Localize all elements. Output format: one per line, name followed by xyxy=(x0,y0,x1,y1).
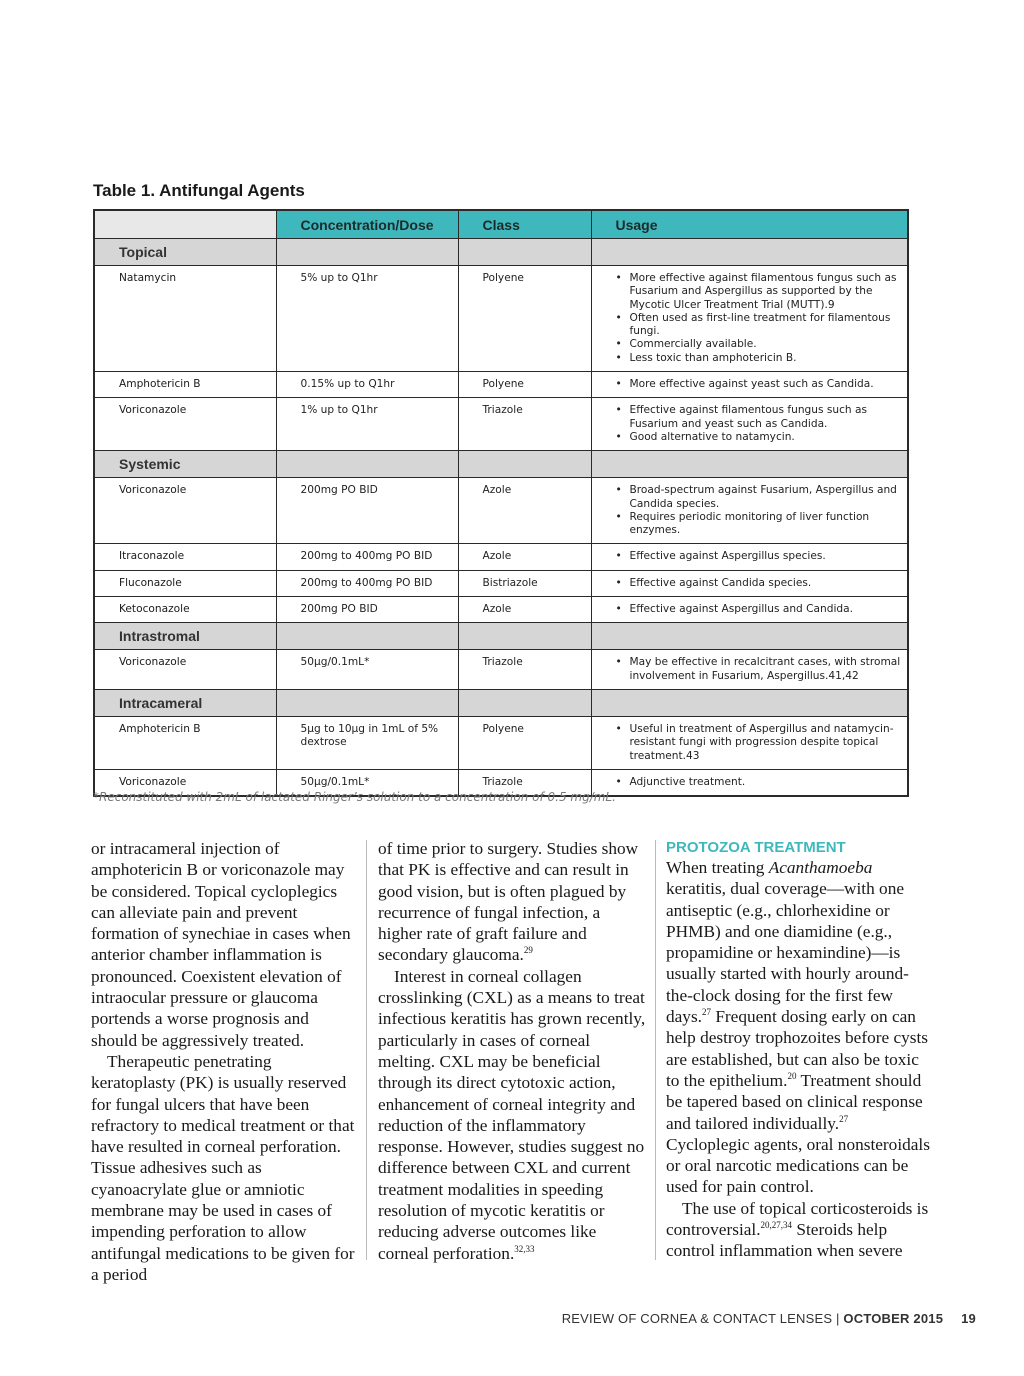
usage xyxy=(591,716,908,769)
usage-item: • Often used as first-line treatment for filamentous fungi. xyxy=(630,312,902,339)
table-title: Table 1. Antifungal Agents xyxy=(93,181,305,200)
section-label: Intracameral xyxy=(94,689,276,716)
drug-class: Azole xyxy=(458,478,591,544)
column-divider xyxy=(655,840,656,1260)
dose: 1% up to Q1hr xyxy=(276,398,458,451)
header-class: Class xyxy=(458,210,591,239)
section-label: Systemic xyxy=(94,451,276,478)
usage-item: • Good alternative to natamycin. xyxy=(630,431,902,444)
table-row xyxy=(94,597,908,623)
usage xyxy=(591,769,908,796)
dose: 200mg to 400mg PO BID xyxy=(276,544,458,570)
drug-class: Azole xyxy=(458,597,591,623)
drug-name: Voriconazole xyxy=(94,398,276,451)
paragraph: When treating Acanthamoeba keratitis, dual coverage—with one antiseptic (e.g., chlorhexidine or PHMB) and one diamidine (e.g., propamidine or hexamindine)—is usually started with hourly around-the-clock dosing for the first few days.$^{27}$ Frequent dosing early on can help destroy trophozoites before cysts are established, but can also be toxic to the epithelium.$^{20}$ Treatment should be tapered based on clinical response and tailored individually.$^{27}$ Cycloplegic agents, oral nonsteroidals or oral narcotic medications can be used for pain control. xyxy=(666,858,930,1197)
table-row xyxy=(94,570,908,596)
section-intrastromal xyxy=(94,623,908,650)
usage-item: • More effective against filamentous fungus such as Fusarium and Aspergillus as supported by the Mycotic Ulcer Treatment Trial (MUTT).9 xyxy=(630,272,902,312)
antifungal-table xyxy=(93,209,909,797)
table-row xyxy=(94,716,908,769)
usage-item: • Effective against filamentous fungus such as Fusarium and yeast such as Candida. xyxy=(630,404,902,431)
section-systemic xyxy=(94,451,908,478)
dose: 200mg PO BID xyxy=(276,478,458,544)
table-row xyxy=(94,544,908,570)
section-heading: PROTOZOA TREATMENT xyxy=(666,839,846,856)
column-divider xyxy=(366,840,367,1260)
usage xyxy=(591,544,908,570)
table-row xyxy=(94,266,908,372)
reference: 27 xyxy=(839,1113,849,1124)
table-row xyxy=(94,478,908,544)
drug-name: Amphotericin B xyxy=(94,716,276,769)
drug-class: Polyene xyxy=(458,372,591,398)
drug-class: Triazole xyxy=(458,398,591,451)
usage xyxy=(591,650,908,690)
body-column-2 xyxy=(378,838,648,1264)
usage-item: • Broad-spectrum against Fusarium, Aspergillus and Candida species. xyxy=(630,484,902,511)
usage xyxy=(591,478,908,544)
drug-name: Natamycin xyxy=(94,266,276,372)
usage-item: • Effective against Candida species. xyxy=(630,577,902,590)
drug-name: Fluconazole xyxy=(94,570,276,596)
table-row xyxy=(94,398,908,451)
usage xyxy=(591,597,908,623)
header-blank xyxy=(94,210,276,239)
paragraph: or intracameral injection of amphotericin B or voriconazole may be considered. Topical cycloplegics can alleviate pain and prevent formation of synechiae in cases when anterior chamber inflammation is pronounced. Coexistent elevation of intraocular pressure or glaucoma portends a worse prognosis and should be aggressively treated. xyxy=(91,839,351,1050)
dose: 5% up to Q1hr xyxy=(276,266,458,372)
table-footnote: *Reconstituted with 2mL of lactated Ringer’s solution to a concentration of 0.5 mg/mL. xyxy=(93,790,616,804)
section-label: Topical xyxy=(94,239,276,266)
body-column-3 xyxy=(666,838,934,1262)
page-number: 19 xyxy=(961,1311,976,1326)
usage-item: • Effective against Aspergillus species. xyxy=(630,550,902,563)
paragraph: The use of topical corticosteroids is controversial.$^{20,27,34}$ Steroids help control inflammation when severe xyxy=(666,1198,929,1261)
body-column-1 xyxy=(91,838,359,1285)
reference: 32,33 xyxy=(514,1243,535,1254)
table-row xyxy=(94,372,908,398)
dose: 200mg to 400mg PO BID xyxy=(276,570,458,596)
dose: 50µg/0.1mL* xyxy=(276,769,458,796)
reference: 20,27,34 xyxy=(760,1220,793,1231)
drug-class: Triazole xyxy=(458,650,591,690)
header-usage: Usage xyxy=(591,210,908,239)
usage xyxy=(591,266,908,372)
usage-item: • Commercially available. xyxy=(630,338,902,351)
drug-class: Polyene xyxy=(458,266,591,372)
usage xyxy=(591,570,908,596)
usage-item: • May be effective in recalcitrant cases, with stromal involvement in Fusarium, Aspergillus.41,42 xyxy=(630,656,902,683)
section-topical xyxy=(94,239,908,266)
dose: 50µg/0.1mL* xyxy=(276,650,458,690)
paragraph: of time prior to surgery. Studies show that PK is effective and can result in good vision, but is often plagued by recurrence of fungal infection, a higher rate of graft failure and secondary glaucoma.$^{29}$ xyxy=(378,839,639,965)
publication-name: REVIEW OF CORNEA & CONTACT LENSES | xyxy=(561,1311,844,1326)
page-footer xyxy=(562,1311,976,1326)
usage-item: • Adjunctive treatment. xyxy=(630,776,902,789)
paragraph: Therapeutic penetrating keratoplasty (PK) is usually reserved for fungal ulcers that have been refractory to medical treatment or that have resulted in corneal perforation. Tissue adhesives such as cyanoacrylate glue or amniotic membrane may be used in cases of impending perforation to allow antifungal medications to be given for a period xyxy=(91,1051,355,1284)
reference: 27 xyxy=(702,1007,711,1018)
section-intracameral xyxy=(94,689,908,716)
drug-name: Voriconazole xyxy=(94,769,276,796)
reference: 29 xyxy=(523,945,533,956)
usage-item: • Less toxic than amphotericin B. xyxy=(630,352,902,365)
drug-name: Voriconazole xyxy=(94,478,276,544)
paragraph: Interest in corneal collagen crosslinking (CXL) as a means to treat infectious keratitis has grown recently, particularly in cases of corneal melting. CXL may be beneficial through its direct cytotoxic action, enhancement of corneal integrity and reduction of the inflammatory response. However, studies suggest no difference between CXL and current treatment modalities in speeding resolution of mycotic keratitis or reducing adverse outcomes like corneal perforation.$^{32,33}$ xyxy=(378,966,646,1263)
drug-class: Bistriazole xyxy=(458,570,591,596)
dose: 0.15% up to Q1hr xyxy=(276,372,458,398)
table-header-row xyxy=(94,210,908,239)
drug-class: Azole xyxy=(458,544,591,570)
dose: 200mg PO BID xyxy=(276,597,458,623)
drug-class: Polyene xyxy=(458,716,591,769)
drug-name: Amphotericin B xyxy=(94,372,276,398)
reference: 20 xyxy=(787,1071,797,1082)
drug-name: Itraconazole xyxy=(94,544,276,570)
usage-item: • Requires periodic monitoring of liver function enzymes. xyxy=(630,511,902,538)
drug-class: Triazole xyxy=(458,769,591,796)
dose: 5µg to 10µg in 1mL of 5% dextrose xyxy=(276,716,458,769)
table-row xyxy=(94,650,908,690)
usage-item: • Effective against Aspergillus and Candida. xyxy=(630,603,902,616)
header-dose: Concentration/Dose xyxy=(276,210,458,239)
usage-item: • More effective against yeast such as Candida. xyxy=(630,378,902,391)
issue-date: OCTOBER 2015 xyxy=(843,1311,944,1326)
drug-name: Ketoconazole xyxy=(94,597,276,623)
usage xyxy=(591,398,908,451)
usage xyxy=(591,372,908,398)
usage-item: • Useful in treatment of Aspergillus and natamycin-resistant fungi with progression despite topical treatment.43 xyxy=(630,723,902,763)
drug-name: Voriconazole xyxy=(94,650,276,690)
section-label: Intrastromal xyxy=(94,623,276,650)
